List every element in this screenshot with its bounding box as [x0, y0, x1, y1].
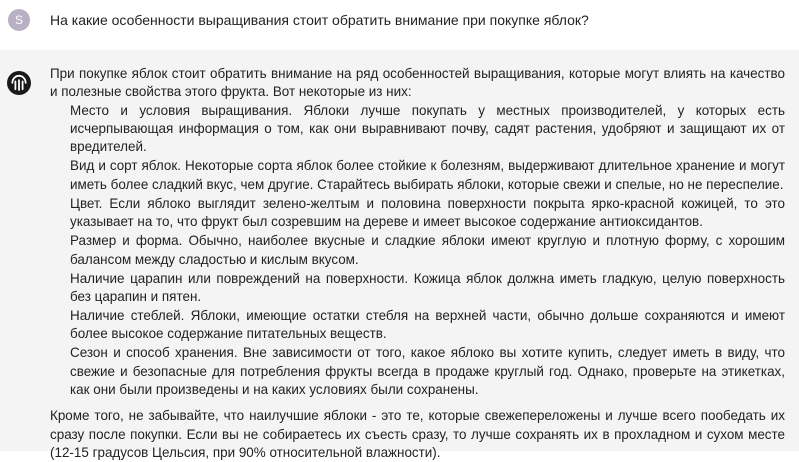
answer-conclusion: Кроме того, не забывайте, что наилучшие яблоки - это те, которые свежепереложены и лучше всего пообедать их сразу после покупки. Если вы не собираетесь их съесть сразу, то лучше сохранять их в прохладном и сухом месте (12-15 градусов Цельсия, при 90% относительной влажности).	[50, 408, 785, 460]
list-item: Сезон и способ хранения. Вне зависимости от того, какое яблоко вы хотите купить, следует иметь в виду, что свежие и безопасные для потребления фрукты всегда в продаже круглый год. Однако, проверьте на этикетках, как они были произведены и на каких условиях были сохранены.	[70, 345, 785, 397]
list-item: Размер и форма. Обычно, наиболее вкусные и сладкие яблоки имеют круглую и плотную форму, с хорошим балансом между сладостью и кислым вкусом.	[70, 233, 785, 267]
user-question: На какие особенности выращивания стоит обратить внимание при покупке яблок?	[50, 12, 589, 28]
list-item: Место и условия выращивания. Яблоки лучше покупать у местных производителей, у которых есть исчерпывающая информация о том, как они выравнивают почву, садят растения, удобряют и защищают их от вредителей.	[70, 102, 785, 155]
list-item: Наличие стеблей. Яблоки, имеющие остатки стебля на верхней части, обычно дольше сохраняются и имеют более высокое содержание питательных веществ.	[70, 307, 785, 342]
assistant-message-row	[0, 50, 799, 460]
list-item: Цвет. Если яблоко выглядит зелено-желтым и половина поверхности покрыта ярко-красной кожицей, то это указывает на то, что фрукт был созревшим на дереве и имеет высокое содержание антиоксидантов.	[70, 195, 785, 230]
list-item: Вид и сорт яблок. Некоторые сорта яблок более стойкие к болезням, выдерживают длительное хранение и могут иметь более сладкий вкус, чем другие. Старайтесь выбирать яблоки, которые свежи и спелые, но не переспелие.	[70, 158, 785, 192]
growing-features-list	[50, 102, 785, 400]
assistant-answer	[50, 65, 785, 462]
answer-intro: При покупке яблок стоит обратить внимание на ряд особенностей выращивания, которые могут влиять на качество и полезные свойства этого фрукта. Вот некоторые из них:	[50, 66, 785, 100]
user-avatar: S	[8, 9, 30, 31]
list-item: Наличие царапин или повреждений на поверхности. Кожица яблок должна иметь гладкую, целую поверхность без царапин и пятен.	[70, 270, 785, 304]
user-message-row	[0, 0, 799, 50]
assistant-logo-icon	[6, 70, 32, 96]
